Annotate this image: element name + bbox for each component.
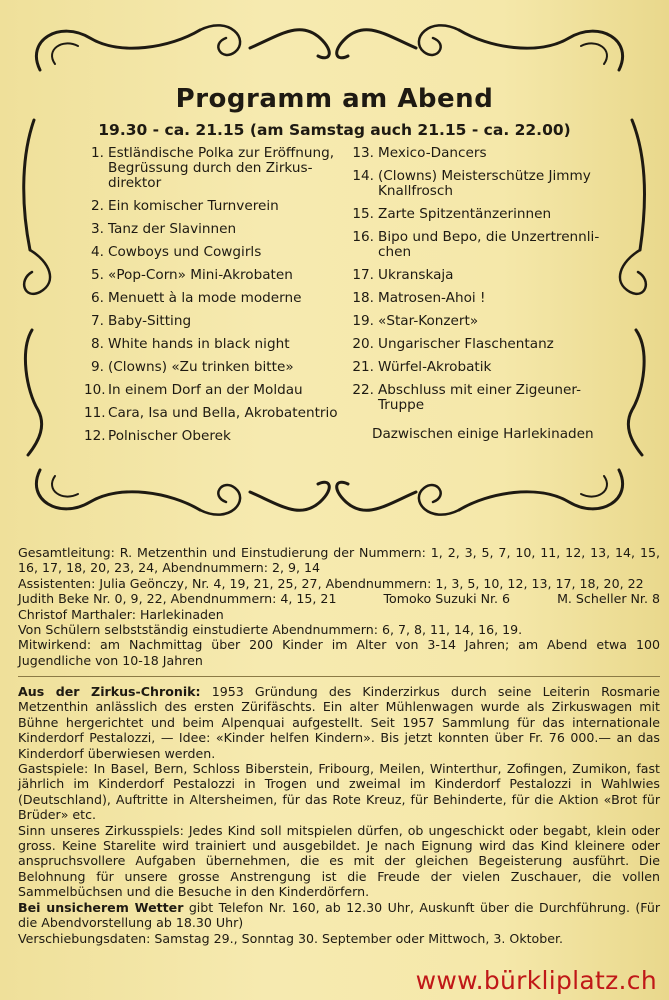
gastspiele-text: Gastspiele: In Basel, Bern, Schloss Biberstein, Fribourg, Meilen, Winterthur, Zofingen, Zumikon, fast jährlich im Kinderdorf Pestalozzi in Trogen und zweimal im Kinderdorf Pestalozzi in Wahlwies (Deutschland), Auftritte in Altersheimen, für das Rote Kreuz, für Behinderte, für die Aktion «Brot für Brüder» etc.	[18, 761, 660, 823]
tomoko-text: Tomoko Suzuki Nr. 6	[383, 591, 511, 607]
wetter-label: Bei unsicherem Wetter	[18, 899, 184, 915]
interludes-note: Dazwischen einige Harlekinaden	[372, 426, 594, 442]
list-item: 5. «Pop-Corn» Mini-Akrobaten	[91, 267, 293, 283]
scheller-text: M. Scheller Nr. 8	[557, 591, 660, 607]
mitwirkend-text: Mitwirkend: am Nachmittag über 200 Kinder im Alter von 3-14 Jahren; am Abend etwa 100 Jugendliche von 10-18 Jahren	[18, 637, 660, 668]
christof-text: Christof Marthaler: Harlekinaden	[18, 606, 224, 622]
sinn-text: Sinn unseres Zirkusspiels: Jedes Kind soll mitspielen dürfen, ob ungeschickt oder begabt, klein oder gross. Keine Starelite wird trainiert und ausgebildet. Je nach Eignung wird das Kind kleinere oder anspruchsvollere Aufgaben übernehmen, die es mit der gleichen Begeisterung ausführt. Die Belohnung für unsere grosse Anstrengung ist die Freude der vielen Zuschauer, die vollen Sammelbüchsen und die Besuche in den Kinderdörfern.	[18, 822, 660, 900]
list-item: 17. Ukranskaja	[352, 267, 454, 283]
verschiebung-text: Verschiebungsdaten: Samstag 29., Sonntag 30. September oder Mittwoch, 3. Oktober.	[18, 930, 564, 946]
chronik-label: Aus der Zirkus-Chronik:	[18, 684, 201, 699]
program-list-right	[352, 146, 612, 442]
program-time-subtitle: 19.30 - ca. 21.15 (am Samstag auch 21.15 - ca. 22.00)	[98, 121, 571, 139]
list-item: 18. Matrosen-Ahoi !	[352, 290, 486, 306]
section-divider	[18, 676, 660, 677]
wetter-text: gibt Telefon Nr. 160, ab 12.30 Uhr, Auskunft über die Durchführung. (Für die Abendvorstellung ab 18.30 Uhr)	[18, 899, 660, 931]
program-list-left	[84, 146, 346, 452]
list-item: 8. White hands in black night	[91, 336, 290, 352]
list-item: 2. Ein komischer Turnverein	[91, 198, 279, 214]
list-item: 20. Ungarischer Flaschentanz	[352, 336, 554, 352]
credits-section	[18, 545, 660, 668]
list-item: 11. Cara, Isa und Bella, Akrobatentrio	[84, 405, 338, 421]
wetter-paragraph	[18, 900, 660, 931]
gesamtleitung-text: Gesamtleitung: R. Metzenthin und Einstudierung der Nummern: 1, 2, 3, 5, 7, 10, 11, 12, 13, 14, 15, 16, 17, 18, 20, 23, 24, Abendnummern: 2, 9, 14	[18, 545, 660, 576]
assistants-row	[18, 591, 660, 606]
chronik-section	[18, 684, 660, 946]
list-item: 12. Polnischer Oberek	[84, 428, 231, 444]
list-item: 1. Estländische Polka zur Eröffnung, Begrüssung durch den Zirkus-direktor	[91, 145, 335, 191]
list-item: 22. Abschluss mit einer Zigeuner-Truppe	[352, 382, 581, 413]
program-title: Programm am Abend	[175, 84, 494, 114]
list-item: 4. Cowboys und Cowgirls	[91, 244, 262, 260]
list-item: 6. Menuett à la mode moderne	[91, 290, 302, 306]
list-item: 13. Mexico-Dancers	[352, 145, 487, 161]
judith-text: Judith Beke Nr. 0, 9, 22, Abendnummern: 4, 15, 21	[18, 591, 337, 607]
list-item: 14. (Clowns) Meisterschütze Jimmy Knallfrosch	[352, 168, 591, 199]
chronik-paragraph	[18, 684, 660, 761]
schueler-text: Von Schülern selbstständig einstudierte Abendnummern: 6, 7, 8, 11, 14, 16, 19.	[18, 622, 523, 638]
list-item: 3. Tanz der Slavinnen	[91, 221, 237, 237]
list-item: 15. Zarte Spitzentänzerinnen	[352, 206, 552, 222]
assistenten-text: Assistenten: Julia Geönczy, Nr. 4, 19, 21, 25, 27, Abendnummern: 1, 3, 5, 10, 12, 13, 17, 18, 20, 22	[18, 575, 644, 591]
list-item: 16. Bipo und Bepo, die Unzertrennli-chen	[352, 229, 600, 260]
list-item: 9. (Clowns) «Zu trinken bitte»	[91, 359, 294, 375]
list-item: 7. Baby-Sitting	[91, 313, 192, 329]
list-item: 19. «Star-Konzert»	[352, 313, 479, 329]
watermark-url: www.bürkliplatz.ch	[415, 966, 657, 995]
list-item: 21. Würfel-Akrobatik	[352, 359, 492, 375]
chronik-text: 1953 Gründung des Kinderzirkus durch seine Leiterin Rosmarie Metzenthin anlässlich des ersten Zürifäschts. Ein alter Mühlenwagen wurde als Zirkuswagen mit Bühne hergerichtet und beim Alpenquai aufgestellt. Seit 1957 Sammlung für das internationale Kinderdorf Pestalozzi, — Idee: «Kinder helfen Kindern». Bis jetzt konnten über Fr. 76 000.— an das Kinderdorf überwiesen werden.	[18, 684, 660, 761]
list-item: 10. In einem Dorf an der Moldau	[84, 382, 303, 398]
